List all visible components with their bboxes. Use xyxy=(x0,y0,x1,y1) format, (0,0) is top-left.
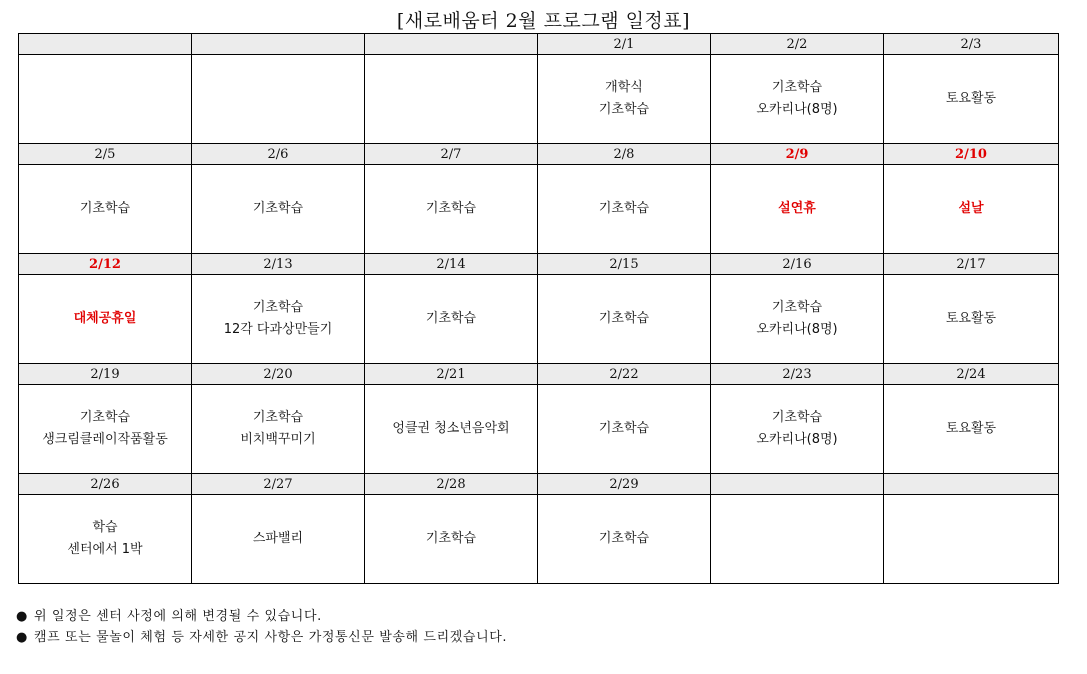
schedule-entry: 기초학습 xyxy=(79,201,131,216)
schedule-cell xyxy=(538,55,711,144)
schedule-entry: 12각 다과상만들기 xyxy=(223,322,333,337)
schedule-entry: 기초학습 xyxy=(771,80,823,95)
date-cell: 2/3 xyxy=(884,34,1059,55)
date-cell: 2/29 xyxy=(538,474,711,495)
schedule-title: [새로배움터 2월 프로그램 일정표] xyxy=(396,10,691,32)
date-cell: 2/21 xyxy=(365,364,538,385)
schedule-entry: 기초학습 xyxy=(79,410,131,425)
schedule-entry: 기초학습 xyxy=(425,201,477,216)
date-cell: 2/22 xyxy=(538,364,711,385)
holiday-date-cell: 2/12 xyxy=(19,254,192,275)
schedule-cell xyxy=(365,165,538,254)
date-cell xyxy=(19,34,192,55)
week-5-date-row xyxy=(19,474,1059,495)
schedule-entry: 기초학습 xyxy=(598,311,650,326)
week-3-content-row xyxy=(19,275,1059,364)
schedule-entry: 기초학습 xyxy=(252,410,304,425)
date-cell: 2/5 xyxy=(19,144,192,165)
bullet-icon: ● xyxy=(16,630,28,645)
schedule-cell xyxy=(365,385,538,474)
week-1-date-row xyxy=(19,34,1059,55)
note-text: 캠프 또는 물놀이 체험 등 자세한 공지 사항은 가정통신문 발송해 드리겠습니다. xyxy=(34,630,508,645)
date-cell: 2/17 xyxy=(884,254,1059,275)
date-cell xyxy=(711,474,884,495)
date-cell: 2/26 xyxy=(19,474,192,495)
schedule-cell xyxy=(19,385,192,474)
date-cell: 2/1 xyxy=(538,34,711,55)
schedule-cell xyxy=(365,495,538,584)
schedule-entry: 기초학습 xyxy=(598,421,650,436)
week-4-content-row xyxy=(19,385,1059,474)
date-cell: 2/6 xyxy=(192,144,365,165)
schedule-entry: 비치백꾸미기 xyxy=(240,432,316,447)
date-cell: 2/24 xyxy=(884,364,1059,385)
date-cell: 2/13 xyxy=(192,254,365,275)
note-item xyxy=(16,606,507,627)
schedule-cell xyxy=(538,275,711,364)
schedule-entry: 오카리나(8명) xyxy=(756,432,838,447)
schedule-entry: 기초학습 xyxy=(598,102,650,117)
holiday-cell xyxy=(711,165,884,254)
date-cell xyxy=(884,474,1059,495)
note-item xyxy=(16,627,507,648)
schedule-cell xyxy=(711,385,884,474)
schedule-cell xyxy=(711,495,884,584)
schedule-cell xyxy=(884,495,1059,584)
schedule-cell xyxy=(19,55,192,144)
week-4-date-row xyxy=(19,364,1059,385)
schedule-entry: 토요활동 xyxy=(945,421,997,436)
note-text: 위 일정은 센터 사정에 의해 변경될 수 있습니다. xyxy=(34,609,322,624)
holiday-cell xyxy=(884,165,1059,254)
date-cell: 2/20 xyxy=(192,364,365,385)
schedule-cell xyxy=(538,385,711,474)
schedule-entry: 기초학습 xyxy=(425,531,477,546)
schedule-entry: 기초학습 xyxy=(252,300,304,315)
schedule-cell xyxy=(884,385,1059,474)
schedule-entry: 생크림클레이작품활동 xyxy=(42,432,168,447)
week-1-content-row xyxy=(19,55,1059,144)
holiday-cell xyxy=(19,275,192,364)
schedule-cell xyxy=(192,165,365,254)
date-cell: 2/27 xyxy=(192,474,365,495)
schedule-entry: 기초학습 xyxy=(598,531,650,546)
week-2-content-row xyxy=(19,165,1059,254)
holiday-entry: 설연휴 xyxy=(778,201,816,216)
holiday-date-cell: 2/9 xyxy=(711,144,884,165)
schedule-cell xyxy=(192,55,365,144)
schedule-entry: 토요활동 xyxy=(945,311,997,326)
notes-section xyxy=(16,606,507,648)
date-cell: 2/2 xyxy=(711,34,884,55)
schedule-entry: 학습 xyxy=(92,520,118,535)
schedule-cell xyxy=(538,165,711,254)
schedule-entry: 기초학습 xyxy=(252,201,304,216)
schedule-entry: 개학식 xyxy=(605,80,643,95)
schedule-entry: 기초학습 xyxy=(771,300,823,315)
schedule-cell xyxy=(711,275,884,364)
schedule-table xyxy=(18,33,1059,584)
bullet-icon: ● xyxy=(16,609,28,624)
schedule-entry: 기초학습 xyxy=(598,201,650,216)
schedule-entry: 토요활동 xyxy=(945,91,997,106)
schedule-entry: 스파밸리 xyxy=(252,531,304,546)
schedule-cell xyxy=(711,55,884,144)
date-cell xyxy=(192,34,365,55)
date-cell: 2/7 xyxy=(365,144,538,165)
schedule-cell xyxy=(192,385,365,474)
schedule-cell xyxy=(19,495,192,584)
schedule-cell xyxy=(884,275,1059,364)
week-2-date-row xyxy=(19,144,1059,165)
schedule-entry: 기초학습 xyxy=(425,311,477,326)
schedule-entry: 센터에서 1박 xyxy=(67,542,143,557)
date-cell: 2/28 xyxy=(365,474,538,495)
schedule-cell xyxy=(19,165,192,254)
schedule-cell xyxy=(884,55,1059,144)
holiday-entry: 대체공휴일 xyxy=(73,311,137,326)
schedule-entry: 기초학습 xyxy=(771,410,823,425)
schedule-cell xyxy=(192,495,365,584)
date-cell: 2/23 xyxy=(711,364,884,385)
week-3-date-row xyxy=(19,254,1059,275)
date-cell: 2/8 xyxy=(538,144,711,165)
holiday-date-cell: 2/10 xyxy=(884,144,1059,165)
schedule-entry: 오카리나(8명) xyxy=(756,102,838,117)
schedule-cell xyxy=(365,55,538,144)
date-cell: 2/16 xyxy=(711,254,884,275)
schedule-cell xyxy=(192,275,365,364)
date-cell: 2/15 xyxy=(538,254,711,275)
schedule-cell xyxy=(365,275,538,364)
date-cell xyxy=(365,34,538,55)
date-cell: 2/19 xyxy=(19,364,192,385)
schedule-cell xyxy=(538,495,711,584)
holiday-entry: 설날 xyxy=(958,201,984,216)
date-cell: 2/14 xyxy=(365,254,538,275)
schedule-entry: 오카리나(8명) xyxy=(756,322,838,337)
schedule-entry: 엉클권 청소년음악회 xyxy=(392,421,510,436)
week-5-content-row xyxy=(19,495,1059,584)
